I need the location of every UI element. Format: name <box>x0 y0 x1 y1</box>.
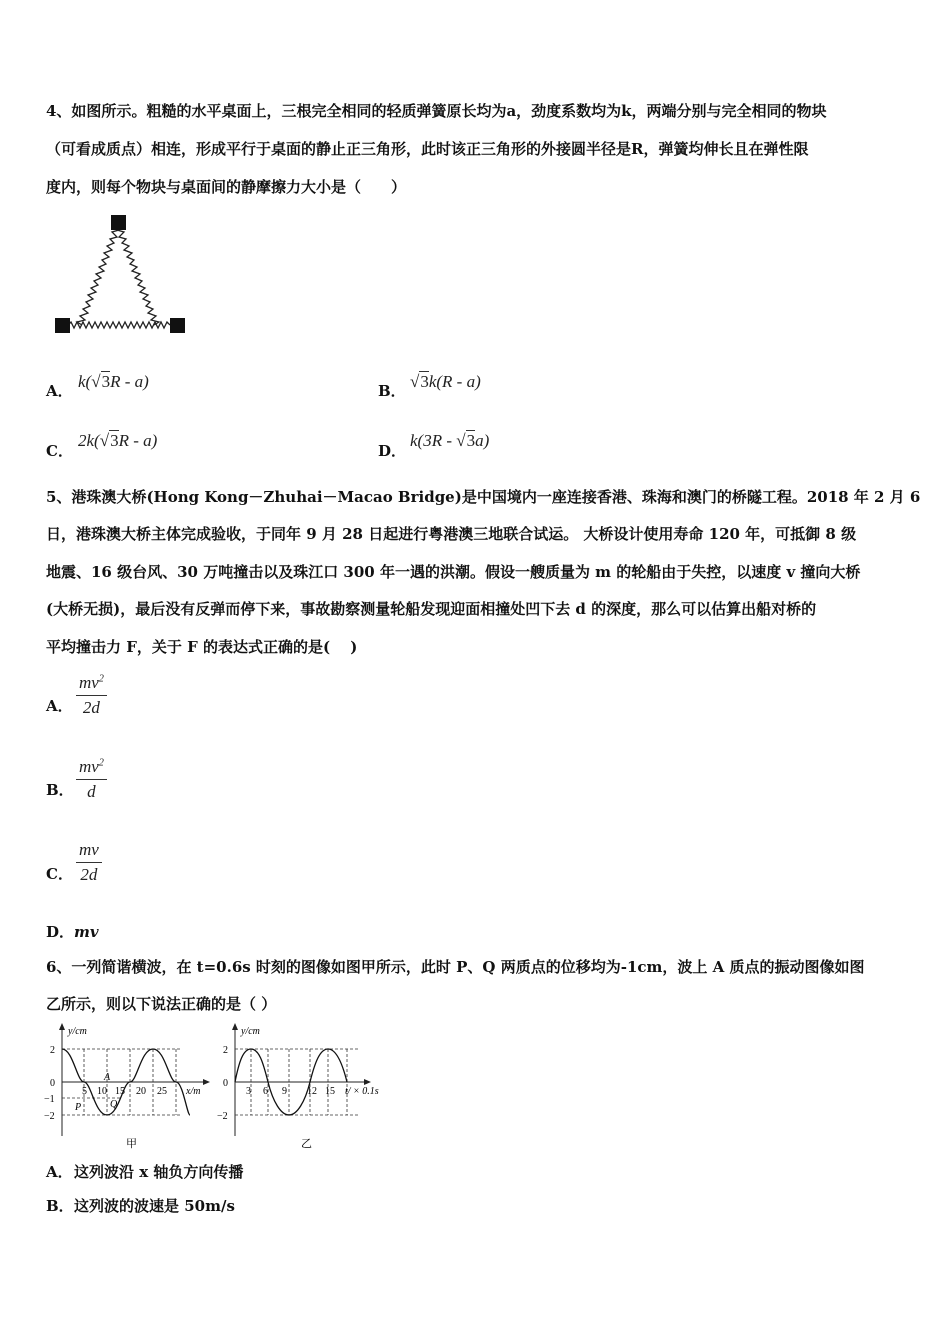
q4-option-a-expr: k(√3R - a) <box>78 372 149 391</box>
jia-x-label: x/m <box>186 1086 201 1097</box>
q5-option-c-fraction: $\frac{mv}{2d}$ <box>76 840 102 885</box>
q4-option-b-label[interactable]: B． <box>378 382 406 400</box>
spring-right <box>117 224 159 325</box>
jia-xtick-20: 20 <box>136 1086 146 1097</box>
vibration-graph-yi <box>215 1022 390 1150</box>
jia-xtick-15: 15 <box>115 1086 125 1097</box>
q4-option-c-label[interactable]: C． <box>46 442 73 460</box>
yi-x-arrow <box>364 1079 371 1085</box>
q4-option-a-label[interactable]: A． <box>46 382 73 400</box>
jia-caption: 甲 <box>126 1138 137 1150</box>
q6-option-a-text: 这列波沿 x 轴负方向传播 <box>74 1163 244 1181</box>
q6-option-b-text: 这列波的波速是 50m/s <box>74 1197 235 1215</box>
q5-option-d-label[interactable]: D． <box>46 923 75 941</box>
q5-option-b-label[interactable]: B． <box>46 781 74 799</box>
yi-ytick-2: 2 <box>223 1045 228 1056</box>
jia-ytick-neg1: −1 <box>44 1094 55 1105</box>
block-bottom-right <box>170 318 185 333</box>
yi-xtick-12: 12 <box>307 1086 317 1097</box>
jia-point-q: Q <box>110 1099 118 1110</box>
q5-line-1: 5、港珠澳大桥(Hong Kong－Zhuhai－Macao Bridge)是中国境内一座连接香港、珠海和澳门的桥隧工程。2018 年 2 月 6 <box>46 488 921 506</box>
yi-x-label: t/ × 0.1s <box>345 1086 379 1097</box>
wave-graph-jia <box>40 1022 215 1150</box>
q6-line-1: 6、一列简谐横波，在 t=0.6s 时刻的图像如图甲所示，此时 P、Q 两质点的位移均为-1cm，波上 A 质点的振动图像如图 <box>46 958 865 976</box>
q6-line-2: 乙所示，则以下说法正确的是（ ） <box>46 995 277 1013</box>
q5-line-5: 平均撞击力 F，关于 F 的表达式正确的是( ) <box>46 638 358 656</box>
q4-line-3: 度内，则每个物块与桌面间的静摩擦力大小是（ ） <box>46 178 407 196</box>
jia-ytick-2: 2 <box>50 1045 55 1056</box>
q5-option-d-text: mv <box>74 923 99 941</box>
yi-xtick-15: 15 <box>325 1086 335 1097</box>
jia-xtick-5: 5 <box>82 1086 87 1097</box>
jia-xtick-25: 25 <box>157 1086 167 1097</box>
block-bottom-left <box>55 318 70 333</box>
q4-option-b-expr: √3k(R - a) <box>410 372 481 391</box>
yi-xtick-9: 9 <box>282 1086 287 1097</box>
q5-option-a-fraction: $\frac{mv^2}{2d}$ <box>76 673 107 718</box>
jia-y-arrow <box>59 1023 65 1030</box>
q5-option-a-label[interactable]: A． <box>46 697 73 715</box>
q5-option-b-fraction: $\frac{mv^2}{d}$ <box>76 757 107 802</box>
jia-ytick-0: 0 <box>50 1078 55 1089</box>
jia-x-arrow <box>203 1079 210 1085</box>
q4-line-2: （可看成质点）相连，形成平行于桌面的静止正三角形，此时该正三角形的外接圆半径是R，弹簧均伸长且在弹性限 <box>46 140 809 158</box>
yi-xtick-6: 6 <box>263 1086 268 1097</box>
yi-y-arrow <box>232 1023 238 1030</box>
jia-point-p: P <box>75 1102 82 1113</box>
q5-line-3: 地震、16 级台风、30 万吨撞击以及珠江口 300 年一遇的洪潮。假设一艘质量为 m 的轮船由于失控，以速度 v 撞向大桥 <box>46 563 861 581</box>
q5-line-2: 日，港珠澳大桥主体完成验收，于同年 9 月 28 日起进行粤港澳三地联合试运。 大桥设计使用寿命 120 年，可抵御 8 级 <box>46 525 857 543</box>
block-top <box>111 215 126 230</box>
q5-line-4: (大桥无损)，最后没有反弹而停下来，事故勘察测量轮船发现迎面相撞处凹下去 d 的深度，那么可以估算出船对桥的 <box>46 600 817 618</box>
q6-option-b-label[interactable]: B． <box>46 1197 74 1215</box>
yi-y-label: y/cm <box>241 1026 260 1037</box>
q4-option-c-expr: 2k(√3R - a) <box>78 431 158 450</box>
q4-option-d-label[interactable]: D． <box>378 442 407 460</box>
yi-ytick-neg2: −2 <box>217 1111 228 1122</box>
q4-option-d-expr: k(3R - √3a) <box>410 431 490 450</box>
jia-ytick-neg2: −2 <box>44 1111 55 1122</box>
spring-left <box>77 224 119 325</box>
yi-xtick-3: 3 <box>246 1086 251 1097</box>
jia-xtick-10: 10 <box>97 1086 107 1097</box>
q6-option-a-label[interactable]: A． <box>46 1163 73 1181</box>
yi-ytick-0: 0 <box>223 1078 228 1089</box>
jia-point-a: A <box>104 1072 111 1083</box>
q5-option-c-label[interactable]: C． <box>46 865 73 883</box>
jia-y-label: y/cm <box>68 1026 87 1037</box>
q4-line-1: 4、如图所示。粗糙的水平桌面上，三根完全相同的轻质弹簧原长均为a，劲度系数均为k，两端分别与完全相同的物块 <box>46 102 827 120</box>
spring-triangle-figure <box>50 212 200 337</box>
yi-caption: 乙 <box>301 1138 312 1150</box>
